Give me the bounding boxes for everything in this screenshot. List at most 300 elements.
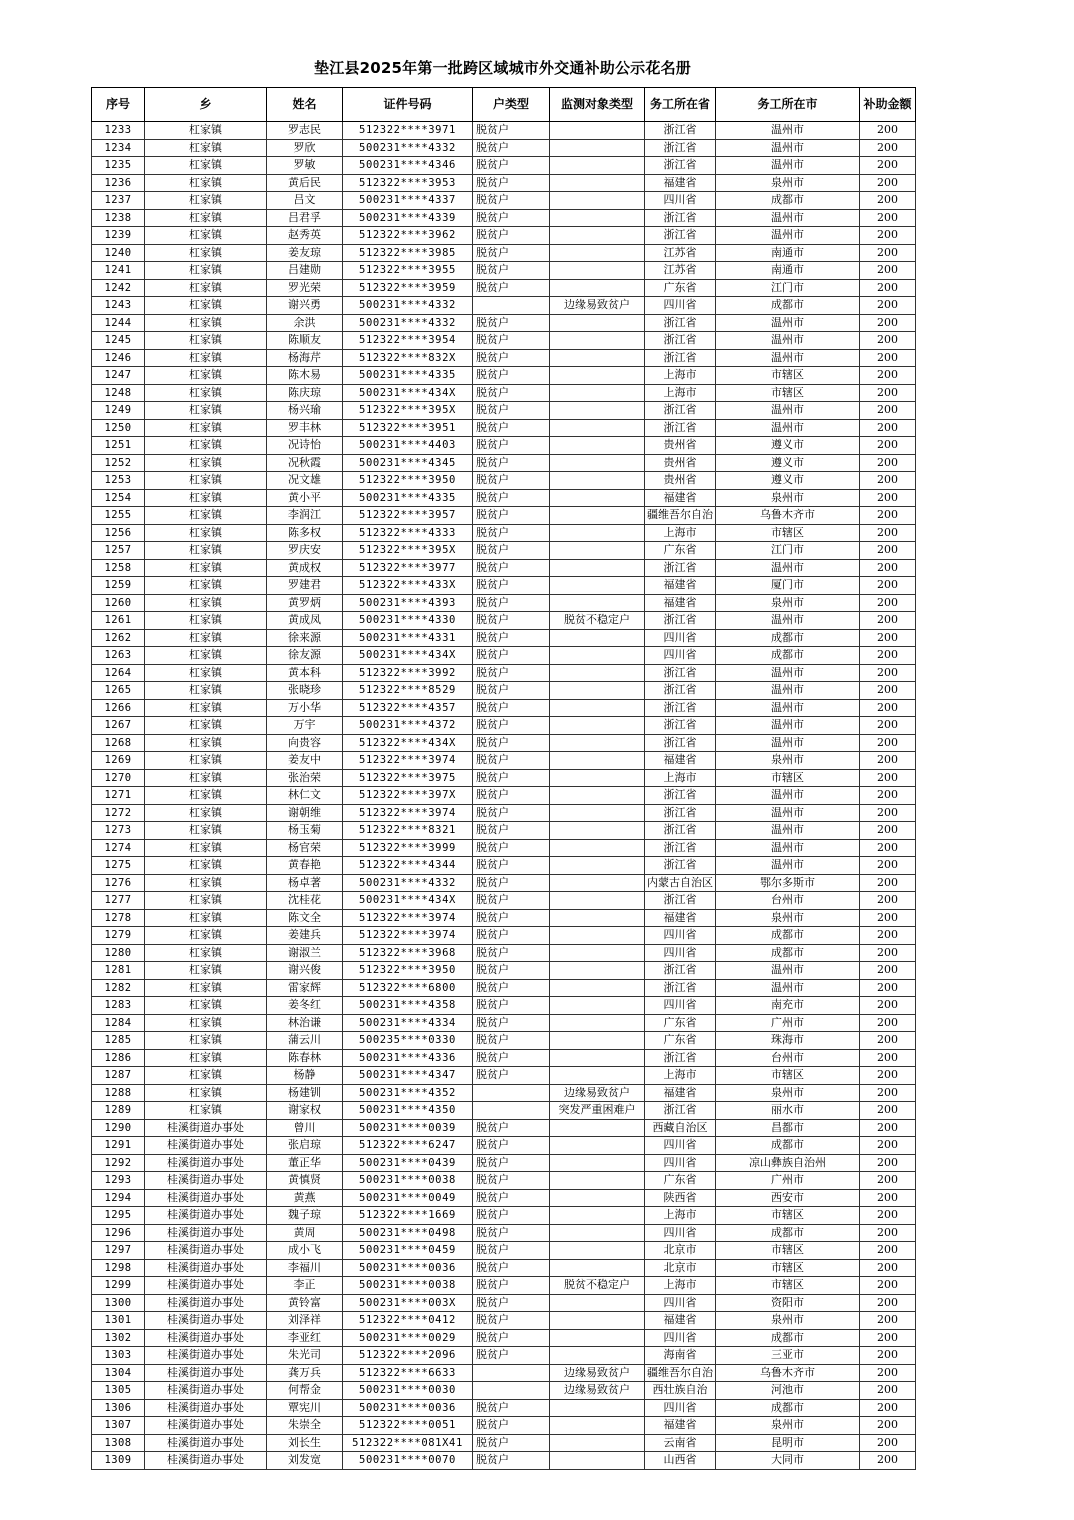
- cell-township: 杠家镇: [145, 927, 267, 945]
- cell-name: 罗志民: [267, 122, 343, 140]
- cell-household-type: 脱贫户: [473, 682, 550, 700]
- cell-work-province: 四川省: [645, 1329, 716, 1347]
- cell-monitor-type: [550, 489, 645, 507]
- cell-seq: 1306: [92, 1399, 145, 1417]
- cell-household-type: 脱贫户: [473, 1277, 550, 1295]
- cell-work-province: 浙江省: [645, 734, 716, 752]
- cell-name: 况文雄: [267, 472, 343, 490]
- table-row: [92, 157, 916, 175]
- cell-work-city: 温州市: [716, 682, 860, 700]
- cell-township: 桂溪街道办事处: [145, 1417, 267, 1435]
- table-row: [92, 944, 916, 962]
- cell-name: 姜友琼: [267, 244, 343, 262]
- cell-monitor-type: 边缘易致贫户: [550, 1382, 645, 1400]
- cell-work-city: 温州市: [716, 157, 860, 175]
- cell-monitor-type: [550, 1189, 645, 1207]
- cell-seq: 1250: [92, 419, 145, 437]
- cell-work-city: 成都市: [716, 927, 860, 945]
- cell-name: 徐友源: [267, 647, 343, 665]
- cell-id-number: 500231****4332: [343, 874, 473, 892]
- cell-name: 况诗怡: [267, 437, 343, 455]
- cell-household-type: 脱贫户: [473, 489, 550, 507]
- cell-township: 杠家镇: [145, 629, 267, 647]
- cell-name: 蒲云川: [267, 1032, 343, 1050]
- cell-amount: 200: [860, 1084, 916, 1102]
- col-header-seq: 序号: [92, 88, 145, 122]
- cell-work-province: 浙江省: [645, 1049, 716, 1067]
- cell-id-number: 512322****3957: [343, 507, 473, 525]
- cell-id-number: 500231****4337: [343, 192, 473, 210]
- cell-id-number: 512322****1669: [343, 1207, 473, 1225]
- cell-household-type: 脱贫户: [473, 717, 550, 735]
- cell-household-type: 脱贫户: [473, 909, 550, 927]
- cell-work-city: 乌鲁木齐市: [716, 507, 860, 525]
- cell-name: 龚万兵: [267, 1364, 343, 1382]
- cell-id-number: 500231****0039: [343, 1119, 473, 1137]
- cell-work-province: 海南省: [645, 1347, 716, 1365]
- table-row: [92, 437, 916, 455]
- cell-seq: 1262: [92, 629, 145, 647]
- cell-id-number: 512322****4357: [343, 699, 473, 717]
- cell-monitor-type: [550, 332, 645, 350]
- cell-monitor-type: [550, 1067, 645, 1085]
- cell-id-number: 512322****3977: [343, 559, 473, 577]
- cell-household-type: [473, 297, 550, 315]
- cell-work-province: 浙江省: [645, 1102, 716, 1120]
- cell-work-province: 四川省: [645, 927, 716, 945]
- cell-work-province: 广东省: [645, 279, 716, 297]
- cell-work-province: 福建省: [645, 577, 716, 595]
- cell-seq: 1252: [92, 454, 145, 472]
- cell-household-type: 脱贫户: [473, 209, 550, 227]
- cell-work-province: 福建省: [645, 174, 716, 192]
- cell-amount: 200: [860, 367, 916, 385]
- cell-name: 陈多权: [267, 524, 343, 542]
- cell-seq: 1259: [92, 577, 145, 595]
- table-row: [92, 1207, 916, 1225]
- cell-amount: 200: [860, 892, 916, 910]
- table-row: [92, 122, 916, 140]
- table-row: [92, 1294, 916, 1312]
- cell-township: 杠家镇: [145, 227, 267, 245]
- cell-id-number: 512322****081X41: [343, 1434, 473, 1452]
- cell-monitor-type: [550, 472, 645, 490]
- cell-monitor-type: [550, 1347, 645, 1365]
- cell-amount: 200: [860, 594, 916, 612]
- cell-household-type: 脱贫户: [473, 1242, 550, 1260]
- cell-id-number: 500231****0036: [343, 1259, 473, 1277]
- cell-amount: 200: [860, 1049, 916, 1067]
- cell-work-province: 山西省: [645, 1452, 716, 1470]
- cell-monitor-type: [550, 122, 645, 140]
- cell-id-number: 512322****3968: [343, 944, 473, 962]
- cell-household-type: 脱贫户: [473, 157, 550, 175]
- cell-seq: 1309: [92, 1452, 145, 1470]
- cell-amount: 200: [860, 192, 916, 210]
- cell-monitor-type: [550, 349, 645, 367]
- cell-township: 杠家镇: [145, 419, 267, 437]
- cell-work-province: 四川省: [645, 1154, 716, 1172]
- cell-seq: 1279: [92, 927, 145, 945]
- cell-name: 杨海芹: [267, 349, 343, 367]
- cell-id-number: 512322****4344: [343, 857, 473, 875]
- cell-name: 黄成凤: [267, 612, 343, 630]
- cell-township: 杠家镇: [145, 962, 267, 980]
- cell-amount: 200: [860, 1014, 916, 1032]
- cell-name: 覃宪川: [267, 1399, 343, 1417]
- cell-amount: 200: [860, 629, 916, 647]
- cell-name: 罗建君: [267, 577, 343, 595]
- cell-name: 黄小平: [267, 489, 343, 507]
- cell-work-city: 三亚市: [716, 1347, 860, 1365]
- cell-seq: 1289: [92, 1102, 145, 1120]
- cell-amount: 200: [860, 874, 916, 892]
- cell-township: 杠家镇: [145, 314, 267, 332]
- cell-work-city: 市辖区: [716, 769, 860, 787]
- cell-seq: 1238: [92, 209, 145, 227]
- cell-seq: 1237: [92, 192, 145, 210]
- cell-seq: 1299: [92, 1277, 145, 1295]
- cell-household-type: 脱贫户: [473, 419, 550, 437]
- cell-seq: 1304: [92, 1364, 145, 1382]
- cell-work-province: 浙江省: [645, 787, 716, 805]
- cell-id-number: 512322****3985: [343, 244, 473, 262]
- cell-name: 朱光司: [267, 1347, 343, 1365]
- cell-work-province: 上海市: [645, 367, 716, 385]
- table-row: [92, 1312, 916, 1330]
- cell-monitor-type: [550, 927, 645, 945]
- cell-township: 杠家镇: [145, 384, 267, 402]
- cell-work-city: 温州市: [716, 787, 860, 805]
- cell-work-city: 温州市: [716, 402, 860, 420]
- table-row: [92, 419, 916, 437]
- cell-seq: 1242: [92, 279, 145, 297]
- cell-name: 徐来源: [267, 629, 343, 647]
- cell-id-number: 512322****3974: [343, 909, 473, 927]
- cell-name: 杨玉菊: [267, 822, 343, 840]
- cell-monitor-type: [550, 437, 645, 455]
- cell-seq: 1268: [92, 734, 145, 752]
- cell-work-province: 浙江省: [645, 612, 716, 630]
- table-row: [92, 402, 916, 420]
- cell-work-city: 成都市: [716, 1224, 860, 1242]
- cell-household-type: 脱贫户: [473, 874, 550, 892]
- cell-amount: 200: [860, 839, 916, 857]
- cell-township: 桂溪街道办事处: [145, 1277, 267, 1295]
- cell-amount: 200: [860, 174, 916, 192]
- cell-id-number: 512322****0412: [343, 1312, 473, 1330]
- roster-body: [92, 122, 916, 1470]
- cell-township: 桂溪街道办事处: [145, 1259, 267, 1277]
- table-row: [92, 962, 916, 980]
- col-header-township: 乡: [145, 88, 267, 122]
- cell-name: 向贵容: [267, 734, 343, 752]
- cell-township: 杠家镇: [145, 279, 267, 297]
- table-row: [92, 752, 916, 770]
- cell-amount: 200: [860, 997, 916, 1015]
- col-header-work-city: 务工所在市: [716, 88, 860, 122]
- cell-household-type: [473, 1364, 550, 1382]
- table-row: [92, 472, 916, 490]
- cell-amount: 200: [860, 1119, 916, 1137]
- cell-seq: 1278: [92, 909, 145, 927]
- cell-work-city: 广州市: [716, 1172, 860, 1190]
- cell-seq: 1287: [92, 1067, 145, 1085]
- cell-name: 杨建钏: [267, 1084, 343, 1102]
- cell-household-type: 脱贫户: [473, 349, 550, 367]
- cell-monitor-type: [550, 367, 645, 385]
- cell-household-type: 脱贫户: [473, 612, 550, 630]
- header-row: [92, 88, 916, 122]
- cell-id-number: 512322****3974: [343, 752, 473, 770]
- cell-name: 罗丰林: [267, 419, 343, 437]
- cell-work-city: 温州市: [716, 717, 860, 735]
- cell-name: 黄周: [267, 1224, 343, 1242]
- cell-id-number: 512322****3974: [343, 927, 473, 945]
- cell-household-type: 脱贫户: [473, 892, 550, 910]
- cell-household-type: 脱贫户: [473, 244, 550, 262]
- table-row: [92, 699, 916, 717]
- cell-name: 余洪: [267, 314, 343, 332]
- cell-work-city: 丽水市: [716, 1102, 860, 1120]
- cell-household-type: 脱贫户: [473, 769, 550, 787]
- cell-amount: 200: [860, 717, 916, 735]
- cell-amount: 200: [860, 402, 916, 420]
- cell-id-number: 512322****832X: [343, 349, 473, 367]
- cell-monitor-type: [550, 1242, 645, 1260]
- cell-township: 杠家镇: [145, 822, 267, 840]
- cell-seq: 1274: [92, 839, 145, 857]
- cell-amount: 200: [860, 1137, 916, 1155]
- cell-household-type: [473, 1102, 550, 1120]
- cell-seq: 1254: [92, 489, 145, 507]
- cell-township: 杠家镇: [145, 157, 267, 175]
- cell-work-province: 四川省: [645, 647, 716, 665]
- cell-household-type: 脱贫户: [473, 454, 550, 472]
- cell-seq: 1233: [92, 122, 145, 140]
- cell-household-type: 脱贫户: [473, 944, 550, 962]
- table-row: [92, 1259, 916, 1277]
- cell-township: 杠家镇: [145, 1049, 267, 1067]
- cell-seq: 1245: [92, 332, 145, 350]
- cell-name: 万宇: [267, 717, 343, 735]
- cell-work-province: 浙江省: [645, 332, 716, 350]
- cell-id-number: 500235****0330: [343, 1032, 473, 1050]
- cell-township: 杠家镇: [145, 594, 267, 612]
- cell-id-number: 500231****4332: [343, 314, 473, 332]
- cell-township: 杠家镇: [145, 699, 267, 717]
- cell-household-type: 脱贫户: [473, 979, 550, 997]
- cell-work-city: 鄂尔多斯市: [716, 874, 860, 892]
- table-row: [92, 1067, 916, 1085]
- cell-amount: 200: [860, 1294, 916, 1312]
- cell-work-province: 浙江省: [645, 962, 716, 980]
- cell-seq: 1251: [92, 437, 145, 455]
- cell-township: 杠家镇: [145, 122, 267, 140]
- cell-household-type: 脱贫户: [473, 279, 550, 297]
- col-header-monitor-type: 监测对象类型: [550, 88, 645, 122]
- cell-household-type: 脱贫户: [473, 1049, 550, 1067]
- cell-id-number: 500231****4403: [343, 437, 473, 455]
- cell-monitor-type: [550, 874, 645, 892]
- cell-monitor-type: [550, 804, 645, 822]
- cell-seq: 1277: [92, 892, 145, 910]
- cell-township: 杠家镇: [145, 752, 267, 770]
- cell-monitor-type: [550, 1032, 645, 1050]
- cell-work-province: 浙江省: [645, 682, 716, 700]
- table-row: [92, 209, 916, 227]
- cell-work-province: 浙江省: [645, 979, 716, 997]
- cell-monitor-type: [550, 559, 645, 577]
- cell-monitor-type: [550, 1259, 645, 1277]
- cell-seq: 1258: [92, 559, 145, 577]
- cell-monitor-type: [550, 209, 645, 227]
- cell-name: 刘发宽: [267, 1452, 343, 1470]
- cell-amount: 200: [860, 927, 916, 945]
- cell-township: 桂溪街道办事处: [145, 1382, 267, 1400]
- cell-work-province: 浙江省: [645, 839, 716, 857]
- cell-household-type: 脱贫户: [473, 647, 550, 665]
- cell-id-number: 500231****4330: [343, 612, 473, 630]
- cell-township: 杠家镇: [145, 1102, 267, 1120]
- cell-name: 张晓珍: [267, 682, 343, 700]
- cell-amount: 200: [860, 1067, 916, 1085]
- cell-monitor-type: [550, 682, 645, 700]
- cell-id-number: 500231****0036: [343, 1399, 473, 1417]
- cell-work-city: 资阳市: [716, 1294, 860, 1312]
- cell-amount: 200: [860, 962, 916, 980]
- cell-seq: 1271: [92, 787, 145, 805]
- cell-seq: 1261: [92, 612, 145, 630]
- cell-work-province: 四川省: [645, 1294, 716, 1312]
- cell-id-number: 512322****3992: [343, 664, 473, 682]
- cell-amount: 200: [860, 857, 916, 875]
- cell-id-number: 512322****433X: [343, 577, 473, 595]
- table-row: [92, 892, 916, 910]
- cell-monitor-type: 突发严重困难户: [550, 1102, 645, 1120]
- cell-name: 黄燕: [267, 1189, 343, 1207]
- cell-household-type: 脱贫户: [473, 699, 550, 717]
- cell-household-type: 脱贫户: [473, 857, 550, 875]
- cell-id-number: 500231****003X: [343, 1294, 473, 1312]
- cell-work-province: 上海市: [645, 1277, 716, 1295]
- cell-id-number: 512322****6633: [343, 1364, 473, 1382]
- cell-amount: 200: [860, 1102, 916, 1120]
- cell-household-type: 脱贫户: [473, 734, 550, 752]
- cell-name: 陈春林: [267, 1049, 343, 1067]
- cell-township: 杠家镇: [145, 507, 267, 525]
- cell-amount: 200: [860, 1207, 916, 1225]
- cell-monitor-type: [550, 699, 645, 717]
- cell-id-number: 512322****397X: [343, 787, 473, 805]
- cell-name: 赵秀英: [267, 227, 343, 245]
- cell-seq: 1307: [92, 1417, 145, 1435]
- cell-work-city: 台州市: [716, 892, 860, 910]
- table-row: [92, 1049, 916, 1067]
- cell-monitor-type: [550, 944, 645, 962]
- cell-monitor-type: [550, 1294, 645, 1312]
- cell-monitor-type: [550, 1434, 645, 1452]
- cell-township: 杠家镇: [145, 612, 267, 630]
- cell-township: 杠家镇: [145, 647, 267, 665]
- cell-township: 杠家镇: [145, 1067, 267, 1085]
- cell-work-province: 浙江省: [645, 157, 716, 175]
- cell-work-province: 浙江省: [645, 402, 716, 420]
- cell-id-number: 500231****4393: [343, 594, 473, 612]
- cell-household-type: 脱贫户: [473, 262, 550, 280]
- cell-amount: 200: [860, 332, 916, 350]
- cell-id-number: 512322****3975: [343, 769, 473, 787]
- cell-work-city: 温州市: [716, 822, 860, 840]
- cell-seq: 1275: [92, 857, 145, 875]
- cell-township: 桂溪街道办事处: [145, 1347, 267, 1365]
- col-header-id-number: 证件号码: [343, 88, 473, 122]
- cell-id-number: 500231****4336: [343, 1049, 473, 1067]
- cell-name: 姜友中: [267, 752, 343, 770]
- cell-name: 李亚红: [267, 1329, 343, 1347]
- cell-household-type: 脱贫户: [473, 472, 550, 490]
- cell-work-city: 江门市: [716, 279, 860, 297]
- cell-household-type: 脱贫户: [473, 1452, 550, 1470]
- cell-amount: 200: [860, 1154, 916, 1172]
- cell-monitor-type: [550, 1417, 645, 1435]
- cell-amount: 200: [860, 787, 916, 805]
- cell-work-province: 北京市: [645, 1242, 716, 1260]
- cell-name: 陈顺友: [267, 332, 343, 350]
- cell-work-city: 市辖区: [716, 1207, 860, 1225]
- cell-monitor-type: [550, 454, 645, 472]
- cell-household-type: 脱贫户: [473, 1347, 550, 1365]
- cell-id-number: 512322****8529: [343, 682, 473, 700]
- cell-seq: 1294: [92, 1189, 145, 1207]
- cell-work-city: 遵义市: [716, 437, 860, 455]
- cell-work-province: 浙江省: [645, 717, 716, 735]
- cell-township: 杠家镇: [145, 332, 267, 350]
- cell-work-city: 成都市: [716, 1137, 860, 1155]
- cell-household-type: 脱贫户: [473, 192, 550, 210]
- cell-township: 桂溪街道办事处: [145, 1207, 267, 1225]
- cell-work-province: 福建省: [645, 1417, 716, 1435]
- cell-name: 罗光荣: [267, 279, 343, 297]
- cell-amount: 200: [860, 1259, 916, 1277]
- cell-work-city: 成都市: [716, 629, 860, 647]
- cell-amount: 200: [860, 1417, 916, 1435]
- cell-seq: 1284: [92, 1014, 145, 1032]
- cell-township: 桂溪街道办事处: [145, 1119, 267, 1137]
- cell-township: 杠家镇: [145, 857, 267, 875]
- cell-monitor-type: [550, 629, 645, 647]
- cell-id-number: 512322****6247: [343, 1137, 473, 1155]
- cell-work-city: 温州市: [716, 664, 860, 682]
- cell-amount: 200: [860, 1242, 916, 1260]
- cell-township: 杠家镇: [145, 349, 267, 367]
- cell-work-province: 浙江省: [645, 699, 716, 717]
- col-header-amount: 补助金额: [860, 88, 916, 122]
- cell-seq: 1290: [92, 1119, 145, 1137]
- cell-monitor-type: [550, 262, 645, 280]
- cell-township: 杠家镇: [145, 839, 267, 857]
- cell-work-province: 浙江省: [645, 822, 716, 840]
- cell-township: 杠家镇: [145, 454, 267, 472]
- cell-township: 杠家镇: [145, 297, 267, 315]
- cell-household-type: 脱贫户: [473, 1067, 550, 1085]
- cell-township: 杠家镇: [145, 1084, 267, 1102]
- cell-work-city: 成都市: [716, 297, 860, 315]
- col-header-work-province: 务工所在省: [645, 88, 716, 122]
- cell-work-city: 温州市: [716, 559, 860, 577]
- cell-work-city: 江门市: [716, 542, 860, 560]
- cell-amount: 200: [860, 489, 916, 507]
